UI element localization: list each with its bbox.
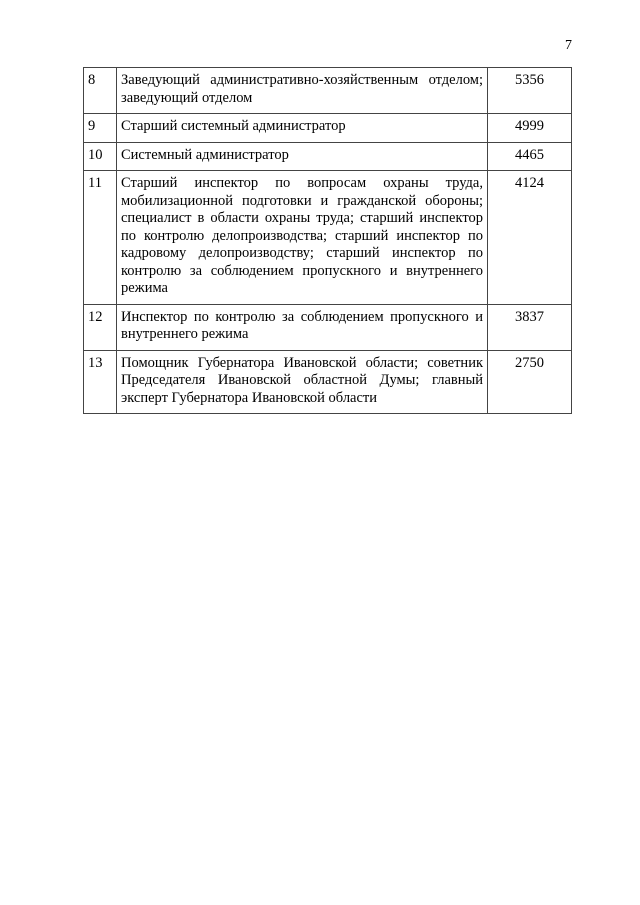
position-title: Помощник Губернатора Ивановской области; советник Председателя Ивановской областной Думы; главный эксперт Губернатора Ивановской области [117, 350, 488, 414]
position-title: Старший инспектор по вопросам охраны труда, мобилизационной подготовки и гражданской обороны; специалист в области охраны труда; старший инспектор по контролю делопроизводства; старший инспектор по кадровому делопроизводству; старший инспектор по контролю за соблюдением пропускного и внутреннего режима [117, 171, 488, 305]
table-row [84, 304, 572, 350]
table-row [84, 171, 572, 305]
position-title: Системный администратор [117, 142, 488, 171]
position-title: Инспектор по контролю за соблюдением пропускного и внутреннего режима [117, 304, 488, 350]
salary-amount: 5356 [488, 68, 572, 114]
row-number: 12 [84, 304, 117, 350]
position-title: Заведующий административно-хозяйственным отделом; заведующий отделом [117, 68, 488, 114]
salary-amount: 4124 [488, 171, 572, 305]
row-number: 13 [84, 350, 117, 414]
table-row [84, 142, 572, 171]
position-salary-table [83, 67, 572, 414]
salary-amount: 3837 [488, 304, 572, 350]
row-number: 11 [84, 171, 117, 305]
table-row [84, 350, 572, 414]
row-number: 10 [84, 142, 117, 171]
position-title: Старший системный администратор [117, 114, 488, 143]
table-row [84, 114, 572, 143]
table-row [84, 68, 572, 114]
salary-amount: 4465 [488, 142, 572, 171]
salary-amount: 4999 [488, 114, 572, 143]
row-number: 8 [84, 68, 117, 114]
row-number: 9 [84, 114, 117, 143]
page-number: 7 [565, 38, 572, 53]
salary-amount: 2750 [488, 350, 572, 414]
